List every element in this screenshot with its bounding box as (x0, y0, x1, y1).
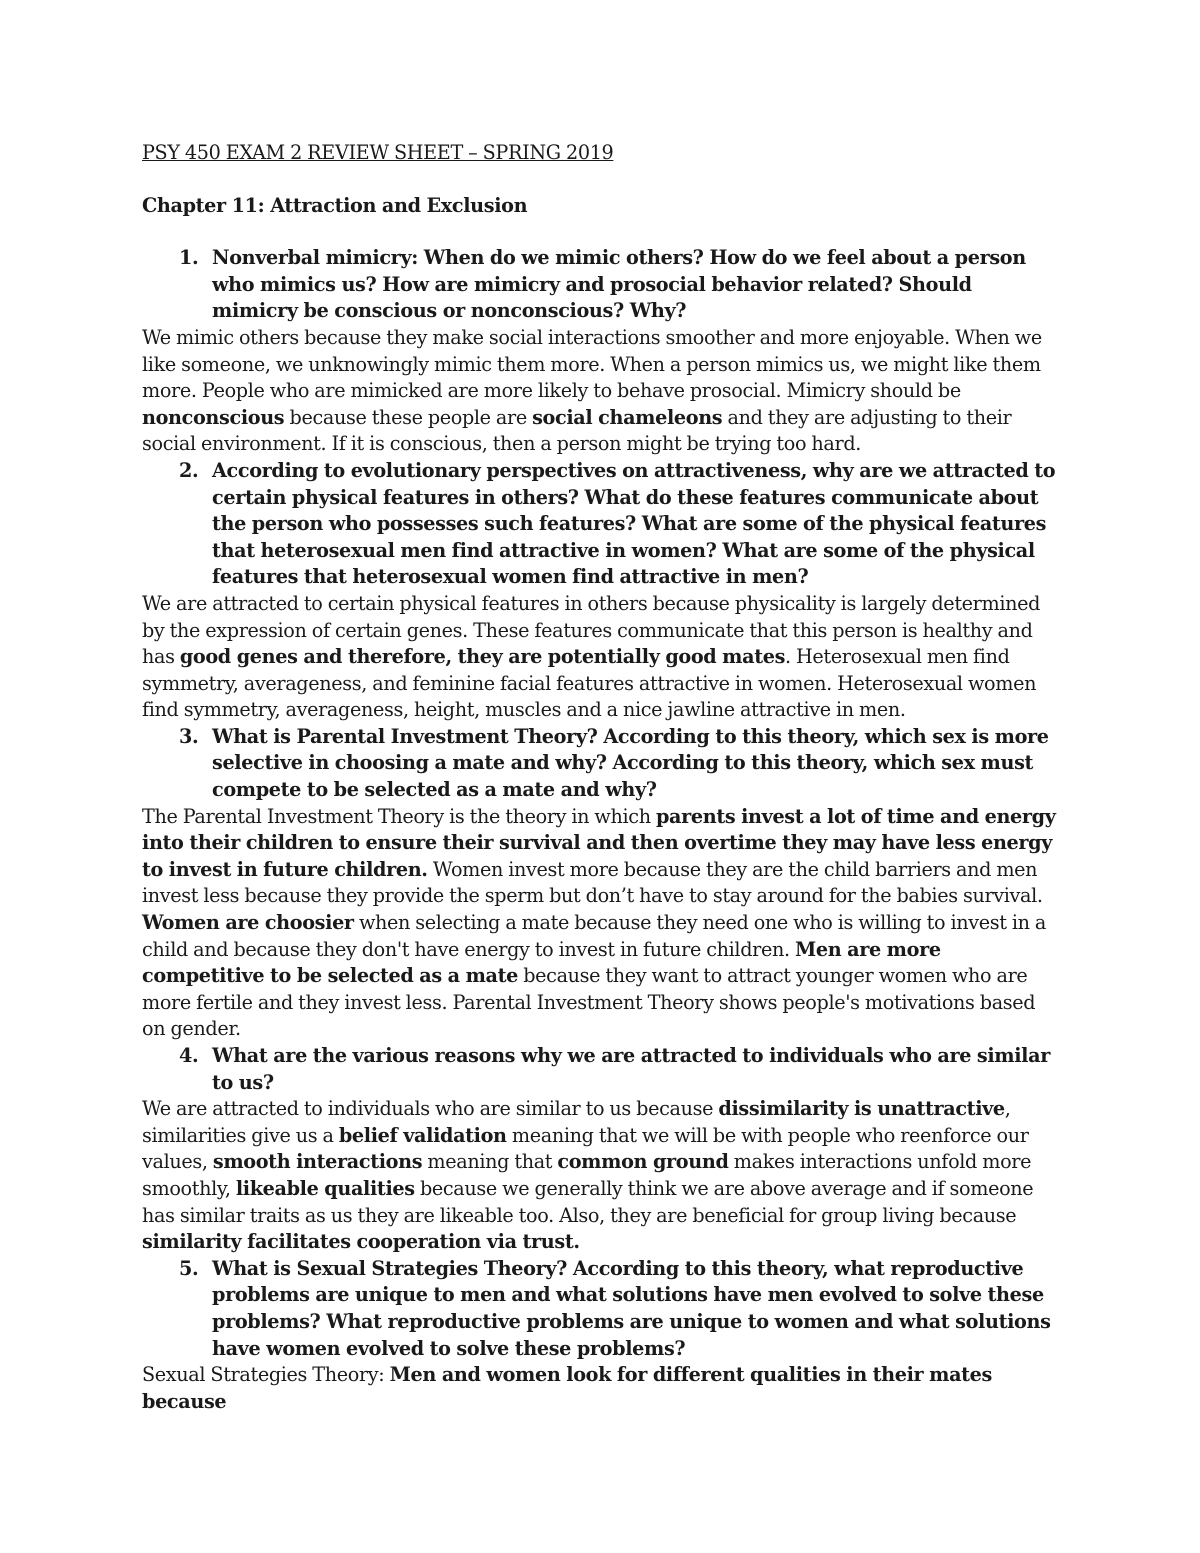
answer-bold-segment: parents invest a lot of time and energy into their children to ensure their survival and then overtime they may have less energy to invest in future children. (142, 804, 1056, 881)
answer-bold-segment: social chameleons (532, 405, 723, 429)
answer-segment: meaning that we will be with people who reenforce our values, (142, 1123, 1029, 1174)
question-text: Nonverbal mimicry: When do we mimic others? How do we feel about a person who mimics us? How are mimicry and prosocial behavior related? Should mimicry be conscious or nonconscious? Why? (212, 246, 1026, 323)
question-number: 2. (179, 458, 199, 482)
document-title: PSY 450 EXAM 2 REVIEW SHEET – SPRING 2019 (142, 141, 614, 164)
answer-bold-segment: good genes and therefore, they are potentially good mates (179, 645, 786, 669)
question-number: 3. (179, 724, 199, 748)
answer-bold-segment: likeable qualities (235, 1176, 415, 1200)
qa-item (142, 1256, 1062, 1416)
answer-segment: , similarities give us a (142, 1097, 1011, 1147)
question (142, 458, 1062, 591)
answer-bold-segment: dissimilarity is unattractive (718, 1097, 1005, 1121)
answer-bold-segment: common ground (557, 1150, 729, 1174)
answer-text (142, 591, 1062, 724)
question-text: According to evolutionary perspectives on attractiveness, why are we attracted to certain physical features in others? What do these features communicate about the person who possesses such features? What are some of the physical features that heterosexual men find attractive in women? What are some of the physical features that heterosexual women find attractive in men? (212, 458, 1056, 589)
answer-bold-segment: Women are choosier (142, 911, 354, 935)
qa-item (142, 1043, 1062, 1256)
answer-segment: . Heterosexual men find symmetry, averageness, and feminine facial features attractive in women. Heterosexual women find symmetry, averageness, height, muscles and a nice jawline attractive in men. (142, 645, 1037, 722)
answer-bold-segment: nonconscious (142, 405, 285, 429)
question-number: 5. (179, 1256, 199, 1280)
answer-bold-segment: Men and women look for different qualities in their mates because (142, 1363, 992, 1413)
question-text: What is Parental Investment Theory? According to this theory, which sex is more selective in choosing a mate and why? According to this theory, which sex must compete to be selected as a mate and why? (212, 724, 1049, 802)
qa-item (142, 724, 1062, 1043)
answer-text (142, 1362, 1062, 1415)
answer-segment: and they are adjusting to their social environment. If it is conscious, then a person might be trying too hard. (142, 405, 1012, 456)
question-answer-list (142, 245, 1062, 1415)
qa-item (142, 245, 1062, 458)
question-number: 4. (179, 1044, 199, 1067)
question (142, 1256, 1062, 1362)
answer-bold-segment: smooth interactions (212, 1150, 423, 1174)
answer-bold-segment: Men are more competitive to be selected as a mate (142, 937, 941, 988)
answer-segment: We mimic others because they make social interactions smoother and more enjoyable. When we like someone, we unknowingly mimic them more. When a person mimics us, we might like them more. People who are mimicked are more likely to behave prosocial. Mimicry should be (142, 325, 1042, 403)
question-number: 1. (179, 246, 199, 270)
answer-segment: when selecting a mate because they need one who is willing to invest in a child and because they don't have energy to invest in future children. (142, 911, 1046, 961)
answer-segment: because these people are (284, 405, 533, 429)
answer-segment: We are attracted to individuals who are similar to us because (142, 1097, 719, 1121)
question (142, 724, 1062, 804)
answer-segment: Sexual Strategies Theory: (142, 1363, 390, 1387)
answer-segment: Women invest more because they are the child barriers and men invest less because they provide the sperm but don’t have to stay around for the babies survival. (142, 857, 1043, 908)
chapter-heading: Chapter 11: Attraction and Exclusion (142, 193, 528, 217)
answer-text (142, 804, 1062, 1043)
answer-segment: We are attracted to certain physical features in others because physicality is largely determined by the expression of certain genes. These features communicate that this person is healthy and has (142, 591, 1041, 669)
question (142, 245, 1062, 325)
answer-text (142, 1096, 1062, 1256)
answer-bold-segment: similarity facilitates cooperation via trust. (142, 1230, 580, 1254)
answer-segment: makes interactions unfold more smoothly, (142, 1150, 1032, 1200)
answer-segment: meaning that (422, 1150, 558, 1174)
answer-text (142, 325, 1062, 458)
document-page (142, 140, 1062, 1415)
answer-segment: because we generally think we are above average and if someone has similar traits as us they are likeable too. Also, they are beneficial for group living because (142, 1176, 1034, 1227)
question-text: What are the various reasons why we are attracted to individuals who are similar to us? (212, 1044, 1050, 1094)
answer-segment: The Parental Investment Theory is the theory in which (142, 804, 656, 828)
answer-bold-segment: belief validation (338, 1123, 507, 1147)
qa-item (142, 458, 1062, 724)
question (142, 1043, 1062, 1096)
question-text: What is Sexual Strategies Theory? According to this theory, what reproductive problems are unique to men and what solutions have men evolved to solve these problems? What reproductive problems are unique to women and what solutions have women evolved to solve these problems? (212, 1256, 1051, 1360)
answer-segment: because they want to attract younger women who are more fertile and they invest less. Parental Investment Theory shows people's motivations based on gender. (142, 964, 1036, 1041)
